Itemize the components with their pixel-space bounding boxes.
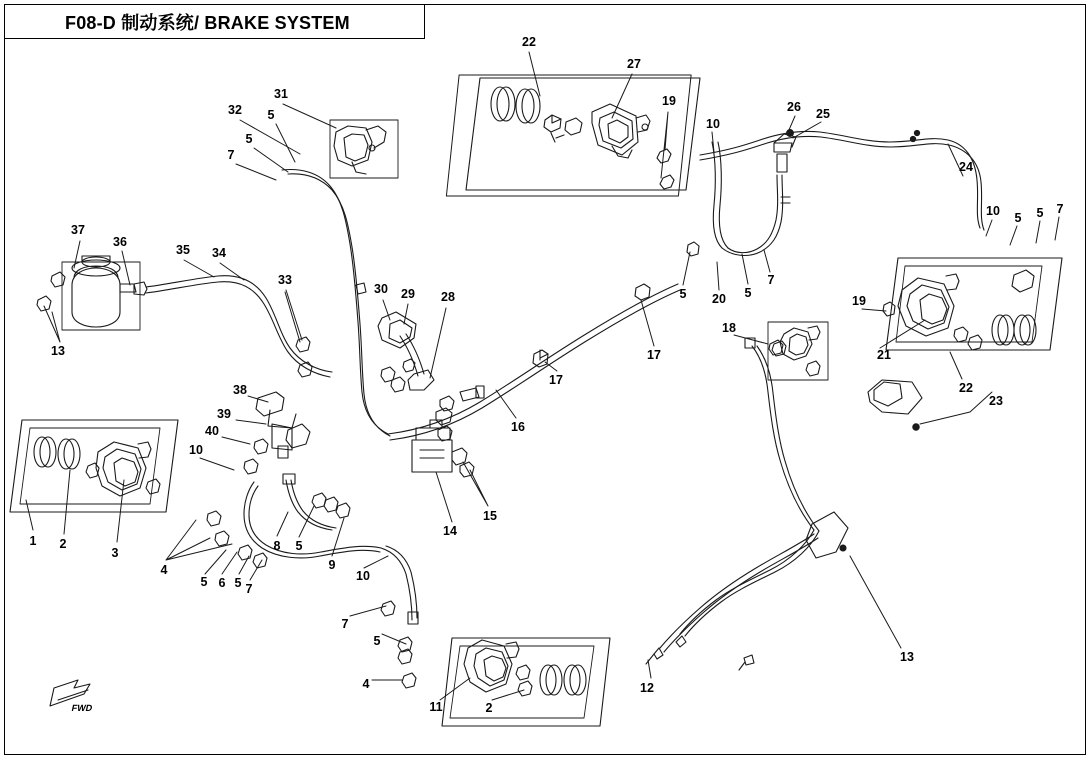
callout-5d: 5 [245,131,253,146]
callout-5f: 5 [744,285,752,300]
callout-34: 34 [212,245,226,260]
callout-9: 9 [328,557,336,572]
fwd-label: FWD [70,703,94,713]
callout-7d: 7 [245,581,253,596]
callout-11: 11 [429,699,443,714]
callout-40: 40 [205,423,219,438]
callout-4a: 4 [160,562,168,577]
callout-5i: 5 [295,538,303,553]
callout-22b: 22 [959,380,973,395]
callout-21: 21 [877,347,891,362]
parking-brake-cables [646,338,848,670]
callout-5b: 5 [1036,205,1044,220]
callout-19b: 19 [852,293,866,308]
callout-8: 8 [273,538,281,553]
callout-31: 31 [274,86,288,101]
pedal-assembly-center [378,312,434,392]
callout-5a: 5 [1014,210,1022,225]
callout-17b: 17 [549,372,563,387]
callout-29: 29 [401,286,415,301]
callout-7e: 7 [341,616,349,631]
brake-hose-left-upper [146,272,332,377]
callout-17a: 17 [647,347,661,362]
callout-10b: 10 [986,203,1000,218]
callout-12: 12 [640,680,654,695]
callout-5g: 5 [200,574,208,589]
callout-7c: 7 [767,272,775,287]
lever-assembly-upper-left [330,120,398,178]
caliper-assembly-lower-left [10,420,178,512]
callout-20: 20 [712,291,726,306]
callout-26: 26 [787,99,801,114]
callout-36: 36 [113,234,127,249]
callout-7b: 7 [227,147,235,162]
caliper-assembly-right [868,258,1062,430]
callout-25: 25 [816,106,830,121]
callout-18: 18 [722,320,736,335]
callout-10c: 10 [189,442,203,457]
valve-assembly-18 [768,322,828,380]
callout-16: 16 [511,419,525,434]
callout-39: 39 [217,406,231,421]
callout-30: 30 [374,281,388,296]
brake-line-lever-down [282,170,390,436]
callout-35: 35 [176,242,190,257]
callout-37: 37 [71,222,85,237]
callout-13a: 13 [51,343,65,358]
callout-5j: 5 [373,633,381,648]
callout-2a: 2 [59,536,67,551]
callout-22: 22 [522,34,536,49]
callout-13b: 13 [900,649,914,664]
callout-5h: 5 [234,575,242,590]
page-title: F08-D 制动系统/ BRAKE SYSTEM [65,12,350,33]
callout-2b: 2 [485,700,493,715]
callout-5e: 5 [679,286,687,301]
callout-38: 38 [233,382,247,397]
callout-6: 6 [218,575,226,590]
callout-32: 32 [228,102,242,117]
brake-line-top-right [700,130,984,230]
callout-1: 1 [29,533,37,548]
callout-27: 27 [627,56,641,71]
callout-10d: 10 [356,568,370,583]
callout-19: 19 [662,93,676,108]
callout-5c: 5 [267,107,275,122]
callout-24: 24 [959,159,973,174]
callout-33: 33 [278,272,292,287]
callout-3: 3 [111,545,119,560]
callout-7a: 7 [1056,201,1064,216]
callout-28: 28 [441,289,455,304]
callout-10: 10 [706,116,720,131]
callout-23: 23 [989,393,1003,408]
callout-15: 15 [483,508,497,523]
callout-14: 14 [443,523,457,538]
callout-4b: 4 [362,676,370,691]
main-brake-line-diagonal [388,284,680,440]
